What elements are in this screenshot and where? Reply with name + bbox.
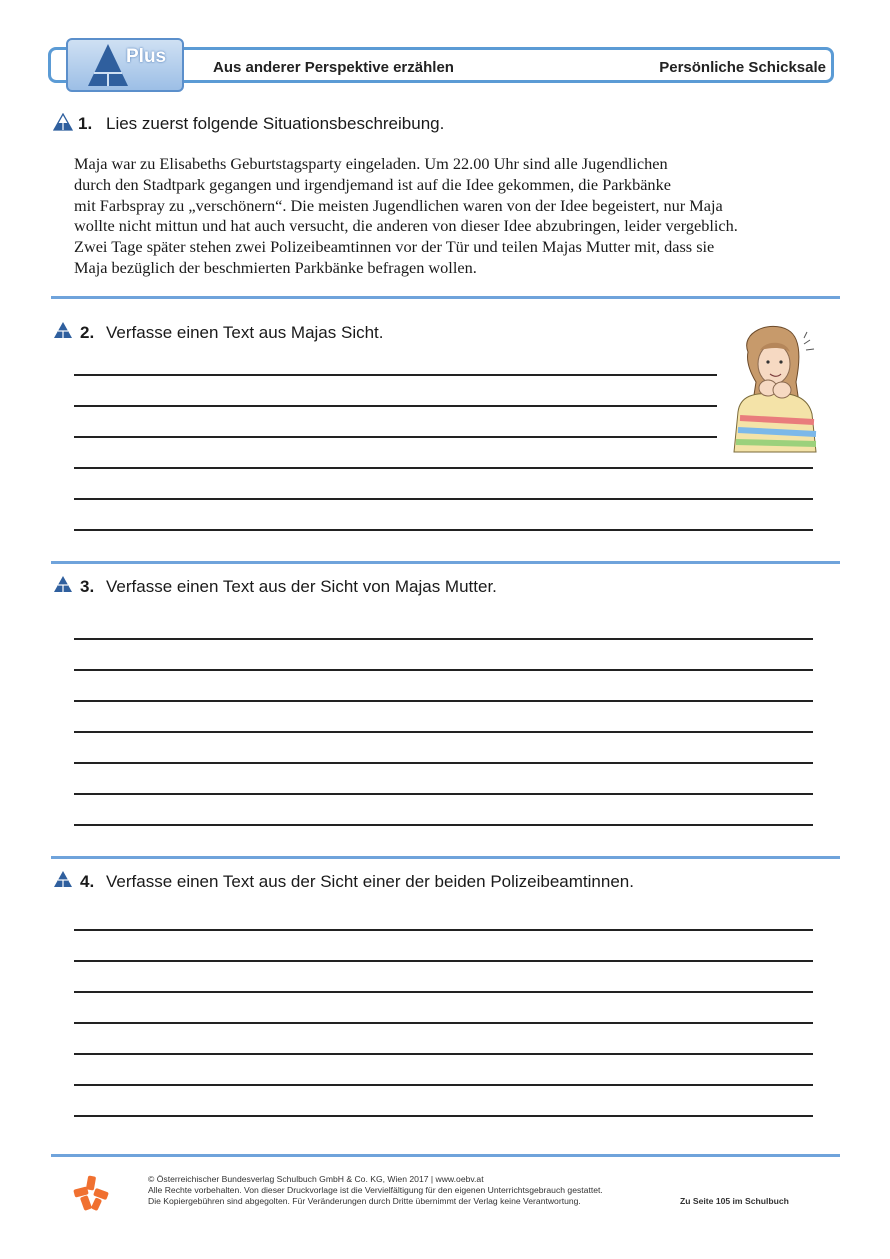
level-pyramid-icon (53, 870, 73, 888)
writing-line (74, 700, 813, 702)
scenario-line: Maja bezüglich der beschmierten Parkbänke befragen wollen. (74, 257, 477, 277)
task-4-instruction: Verfasse einen Text aus der Sicht einer der beiden Polizeibeamtinnen. (106, 872, 634, 891)
writing-line (74, 1084, 813, 1086)
footer-legal (148, 1174, 603, 1207)
task-2-number: 2. (80, 323, 95, 342)
scenario-line: Maja war zu Elisabeths Geburtstagsparty eingeladen. Um 22.00 Uhr sind alle Jugendlichen (74, 154, 668, 173)
task-4-number: 4. (80, 872, 95, 891)
writing-line (74, 498, 813, 500)
scenario-text (74, 154, 814, 279)
logo-plus-text: Plus (126, 46, 167, 67)
writing-line (74, 436, 717, 438)
task-2-instruction: Verfasse einen Text aus Majas Sicht. (106, 323, 384, 342)
section-divider (51, 856, 840, 859)
writing-line (74, 467, 813, 469)
section-divider (51, 561, 840, 564)
writing-line (74, 929, 813, 931)
writing-line (74, 824, 813, 826)
writing-line (74, 731, 813, 733)
task-3-instruction: Verfasse einen Text aus der Sicht von Majas Mutter. (106, 577, 497, 596)
publisher-logo-icon (72, 1174, 110, 1212)
worried-girl-illustration (730, 322, 820, 454)
level-pyramid-icon (53, 321, 73, 339)
footer-rights: Alle Rechte vorbehalten. Von dieser Druckvorlage ist die Vervielfältigung für den eigenen Unterrichtsgebrauch gestattet. (148, 1185, 603, 1195)
writing-line (74, 793, 813, 795)
task-3-number: 3. (80, 577, 95, 596)
writing-line (74, 762, 813, 764)
writing-line (74, 991, 813, 993)
textbook-reference: Zu Seite 105 im Schulbuch (680, 1196, 789, 1206)
footer-copyright: © Österreichischer Bundesverlag Schulbuch GmbH & Co. KG, Wien 2017 | www.oebv.at (148, 1174, 484, 1184)
writing-line (74, 960, 813, 962)
footer-fees: Die Kopiergebühren sind abgegolten. Für Veränderungen durch Dritte übernimmt der Verlag keine Verantwortung. (148, 1196, 581, 1206)
writing-line (74, 638, 813, 640)
scenario-line: mit Farbspray zu „verschönern“. Die meisten Jugendlichen waren von der Idee begeistert, nur Maja (74, 195, 723, 215)
level-pyramid-icon (53, 575, 73, 593)
level-pyramid-outline-icon (53, 113, 73, 131)
footer-divider (51, 1154, 840, 1157)
writing-line (74, 1115, 813, 1117)
scenario-line: durch den Stadtpark gegangen und irgendjemand ist auf die Idee gekommen, die Parkbänke (74, 174, 671, 194)
worksheet-title: Aus anderer Perspektive erzählen (213, 59, 454, 76)
writing-line (74, 405, 717, 407)
section-divider (51, 296, 840, 299)
scenario-line: wollte nicht mittun und hat auch versucht, die anderen von dieser Idee abzubringen, leider vergeblich. (74, 216, 738, 236)
writing-line (74, 374, 717, 376)
worksheet-category: Persönliche Schicksale (659, 59, 826, 76)
scenario-line: Zwei Tage später stehen zwei Polizeibeamtinnen vor der Tür und teilen Majas Mutter mit, dass sie (74, 237, 715, 257)
writing-line (74, 669, 813, 671)
task-1-number: 1. (78, 114, 93, 133)
writing-line (74, 1053, 813, 1055)
writing-line (74, 529, 813, 531)
writing-line (74, 1022, 813, 1024)
plus-logo (66, 38, 184, 92)
task-1-instruction: Lies zuerst folgende Situationsbeschreibung. (106, 114, 445, 133)
